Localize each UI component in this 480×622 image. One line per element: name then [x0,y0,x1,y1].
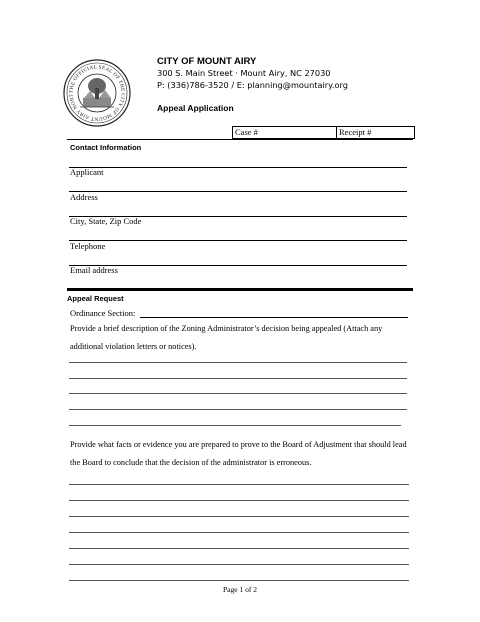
answer-line[interactable] [69,532,409,533]
org-contact: P: (336)786-3520 / E: planning@mountairy.org [157,80,348,90]
form-title: Appeal Application [157,103,234,113]
answer-line[interactable] [69,580,409,581]
answer-line[interactable] [69,362,407,363]
address-label: Address [70,192,98,202]
question-facts-evidence: Provide what facts or evidence you are prepared to prove to the Board of Adjustment that should lead the Board to conclude that the decision of the administrator is erroneous. [70,440,407,467]
question-decision-description: Provide a brief description of the Zoning Administrator’s decision being appealed (Attach any additional violation letters or notices). [70,324,383,351]
contact-section-heading: Contact Information [70,143,142,152]
answer-line[interactable] [69,378,407,379]
case-number-label: Case # [235,127,258,137]
case-number-field[interactable] [233,127,337,138]
section-divider [67,139,413,140]
telephone-field[interactable] [69,265,407,266]
ordinance-section-field[interactable] [140,317,408,318]
page-number: Page 1 of 2 [223,585,257,594]
ordinance-section-label: Ordinance Section: [70,308,136,318]
answer-line[interactable] [69,425,401,426]
svg-text:THE OFFICIAL SEAL OF THE CITY: THE OFFICIAL SEAL OF THE CITY OF MOUNT AIRY NORT [68,64,126,122]
applicant-label: Applicant [70,167,104,177]
answer-line[interactable] [69,516,409,517]
field-line-top [69,167,407,168]
receipt-number-label: Receipt # [339,127,372,137]
city-state-zip-field[interactable] [69,240,407,241]
org-name: CITY OF MOUNT AIRY [157,56,257,67]
receipt-number-field[interactable] [337,127,371,138]
org-address: 300 S. Main Street · Mount Airy, NC 27030 [157,68,331,78]
telephone-label: Telephone [70,241,106,251]
city-state-zip-label: City, State, Zip Code [70,216,142,226]
answer-line[interactable] [69,393,407,394]
answer-line[interactable] [69,564,409,565]
applicant-field[interactable] [69,191,407,192]
city-seal-logo [62,58,132,128]
answer-line[interactable] [69,548,409,549]
case-receipt-box [232,126,415,139]
appeal-section-heading: Appeal Request [67,294,124,303]
section-divider-thick [67,288,413,291]
answer-line[interactable] [69,409,407,410]
answer-line[interactable] [69,500,409,501]
answer-line[interactable] [69,484,409,485]
email-label: Email address [70,265,118,275]
